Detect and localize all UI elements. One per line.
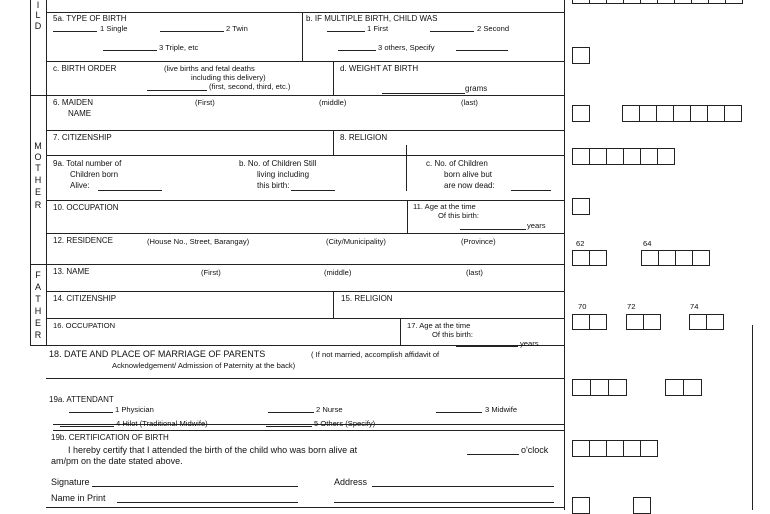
code-box[interactable]: [707, 105, 725, 122]
multiple-birth-label: b. IF MULTIPLE BIRTH, CHILD WAS: [306, 14, 438, 23]
code-box[interactable]: [572, 105, 590, 122]
blank-line[interactable]: [266, 426, 312, 427]
attendant-physician-option: 1 Physician: [115, 405, 154, 414]
row-line: [46, 291, 564, 292]
blank-line[interactable]: [268, 412, 314, 413]
signature-label: Signature: [51, 477, 90, 487]
code-box[interactable]: [673, 105, 691, 122]
father-age-label: Of this birth:: [432, 330, 473, 339]
blank-line[interactable]: [53, 31, 97, 32]
certification-text: I hereby certify that I attended the birth of the child who was born alive at: [68, 445, 358, 455]
birth-order-label: c. BIRTH ORDER: [53, 64, 117, 73]
blank-line[interactable]: [291, 190, 335, 191]
side-letter: E: [34, 187, 41, 197]
code-box[interactable]: [606, 440, 624, 457]
blank-line[interactable]: [60, 426, 114, 427]
attendant-hilot-option: 4 Hilot (Traditional Midwife): [116, 419, 208, 428]
code-box[interactable]: [623, 0, 641, 4]
side-letter: R: [34, 330, 42, 340]
code-box[interactable]: [589, 0, 607, 4]
code-box[interactable]: [572, 0, 590, 4]
code-box[interactable]: [640, 0, 658, 4]
code-box[interactable]: [639, 105, 657, 122]
code-box[interactable]: [572, 148, 590, 165]
attendant-label: 19a. ATTENDANT: [49, 395, 114, 404]
cell-divider: [302, 12, 303, 61]
coding-border: [752, 325, 753, 510]
father-middle-hint: (middle): [324, 268, 352, 277]
multiple-first-option: 1 First: [367, 24, 389, 33]
side-letter: R: [34, 200, 42, 210]
children-living-label: living including: [257, 170, 310, 179]
code-box[interactable]: [633, 497, 651, 514]
frame-right: [564, 0, 565, 510]
birth-order-note: (first, second, third, etc.): [209, 82, 291, 91]
mother-citizenship-label: 7. CITIZENSHIP: [53, 133, 112, 142]
code-box[interactable]: [657, 148, 675, 165]
side-letter: E: [34, 318, 41, 328]
row-line: [46, 507, 564, 508]
code-box[interactable]: [572, 47, 590, 64]
mother-age-label: Of this birth:: [438, 211, 479, 220]
code-box[interactable]: [674, 0, 692, 4]
residence-province-hint: (Province): [461, 237, 496, 246]
code-box[interactable]: [643, 314, 661, 330]
blank-line[interactable]: [456, 50, 508, 51]
code-number: 64: [643, 239, 652, 248]
code-box[interactable]: [589, 148, 607, 165]
marriage-note: ( If not married, accomplish affidavit of: [311, 350, 440, 359]
blank-line[interactable]: [160, 31, 224, 32]
side-letter: H: [34, 175, 42, 185]
blank-line[interactable]: [338, 50, 376, 51]
code-box[interactable]: [656, 105, 674, 122]
code-box[interactable]: [675, 250, 693, 266]
row-line: [46, 378, 564, 379]
row-line: [46, 200, 564, 201]
code-box[interactable]: [657, 0, 675, 4]
code-box[interactable]: [640, 148, 658, 165]
cell-divider: [333, 130, 334, 155]
code-box[interactable]: [665, 379, 684, 396]
mother-last-hint: (last): [461, 98, 478, 107]
side-letter: H: [34, 306, 42, 316]
blank-line[interactable]: [456, 346, 518, 347]
blank-line[interactable]: [327, 31, 365, 32]
code-box[interactable]: [725, 0, 743, 4]
signature-line[interactable]: [92, 486, 298, 487]
mother-maiden-label: 6. MAIDEN: [53, 98, 94, 107]
side-letter: O: [34, 152, 42, 162]
row-line: [46, 233, 564, 234]
blank-line[interactable]: [467, 454, 519, 455]
row-line: [46, 61, 564, 62]
father-citizenship-label: 14. CITIZENSHIP: [53, 294, 117, 303]
children-living-label: this birth:: [257, 181, 290, 190]
blank-line[interactable]: [69, 412, 113, 413]
code-box[interactable]: [689, 314, 707, 330]
code-box[interactable]: [572, 379, 591, 396]
code-box[interactable]: [683, 379, 702, 396]
children-born-alive-label: Children born: [70, 170, 119, 179]
mother-first-hint: (First): [195, 98, 215, 107]
code-box[interactable]: [640, 440, 658, 457]
father-last-hint: (last): [466, 268, 483, 277]
row-line: [53, 430, 564, 431]
children-living-label: b. No. of Children Still: [239, 159, 317, 168]
mother-name-label: NAME: [68, 109, 92, 118]
attendant-midwife-option: 3 Midwife: [485, 405, 518, 414]
address-label: Address: [334, 477, 368, 487]
side-letter: M: [34, 141, 42, 151]
blank-line[interactable]: [103, 50, 157, 51]
birth-order-note: (live births and fetal deaths: [164, 64, 255, 73]
multiple-second-option: 2 Second: [477, 24, 510, 33]
code-number: 70: [578, 302, 587, 311]
code-box[interactable]: [572, 440, 590, 457]
code-box[interactable]: [706, 314, 724, 330]
blank-line[interactable]: [382, 93, 465, 94]
certification-oclock: o'clock: [521, 445, 549, 455]
weight-label: d. WEIGHT AT BIRTH: [340, 64, 419, 73]
code-number: 72: [627, 302, 636, 311]
blank-line[interactable]: [511, 190, 551, 191]
cell-divider: [400, 318, 401, 345]
father-religion-label: 15. RELIGION: [341, 294, 393, 303]
row-line: [46, 155, 564, 156]
children-born-alive-label: 9a. Total number of: [53, 159, 122, 168]
frame-side-divider: [46, 0, 47, 345]
weight-unit: grams: [465, 84, 488, 93]
row-line: [46, 318, 564, 319]
certification-text: am/pm on the date stated above.: [51, 456, 183, 466]
blank-line[interactable]: [436, 412, 482, 413]
children-dead-label: c. No. of Children: [426, 159, 488, 168]
cell-divider: [407, 200, 408, 233]
side-letter: D: [34, 21, 42, 31]
code-box[interactable]: [724, 105, 742, 122]
address-line-2[interactable]: [334, 502, 554, 503]
mother-occupation-label: 10. OCCUPATION: [53, 203, 119, 212]
father-name-label: 13. NAME: [53, 267, 90, 276]
code-box[interactable]: [589, 314, 607, 330]
multiple-others-option: 3 others, Specify: [378, 43, 435, 52]
code-box[interactable]: [622, 105, 640, 122]
attendant-nurse-option: 2 Nurse: [316, 405, 343, 414]
address-line[interactable]: [372, 486, 554, 487]
code-box[interactable]: [608, 379, 627, 396]
side-letter: A: [34, 282, 41, 292]
cell-divider: [333, 61, 334, 95]
side-letter: T: [35, 294, 41, 304]
name-in-print-line[interactable]: [117, 502, 298, 503]
code-box[interactable]: [692, 250, 710, 266]
residence-label: 12. RESIDENCE: [53, 236, 114, 245]
code-box[interactable]: [572, 314, 590, 330]
code-box[interactable]: [589, 250, 607, 266]
row-line: [30, 264, 564, 265]
mother-age-label: 11. Age at the time: [413, 202, 476, 211]
row-line: [30, 95, 564, 96]
code-box[interactable]: [708, 0, 726, 4]
cell-divider: [333, 291, 334, 318]
side-letter: I: [36, 0, 40, 10]
code-box[interactable]: [626, 314, 644, 330]
residence-house-hint: (House No., Street, Barangay): [147, 237, 250, 246]
father-age-label: 17. Age at the time: [407, 321, 471, 330]
blank-line[interactable]: [98, 190, 162, 191]
mother-years-unit: years: [527, 221, 546, 230]
birth-single-option: 1 Single: [100, 24, 128, 33]
blank-line[interactable]: [147, 90, 207, 91]
code-box[interactable]: [623, 440, 641, 457]
name-in-print-label: Name in Print: [51, 493, 106, 503]
code-box[interactable]: [641, 250, 659, 266]
code-box[interactable]: [690, 105, 708, 122]
children-dead-label: born alive but: [444, 170, 493, 179]
code-box[interactable]: [572, 198, 590, 215]
mother-religion-label: 8. RELIGION: [340, 133, 388, 142]
birth-twin-option: 2 Twin: [226, 24, 248, 33]
certification-label: 19b. CERTIFICATION OF BIRTH: [51, 433, 169, 442]
code-number: 62: [576, 239, 585, 248]
code-box[interactable]: [589, 440, 607, 457]
code-number: 74: [690, 302, 699, 311]
residence-city-hint: (City/Municipality): [326, 237, 386, 246]
type-of-birth-label: 5a. TYPE OF BIRTH: [53, 14, 127, 23]
cell-divider: [406, 145, 407, 191]
children-dead-label: are now dead:: [444, 181, 495, 190]
side-letter: L: [35, 10, 41, 20]
side-letter: T: [35, 163, 41, 173]
birth-triple-option: 3 Triple, etc: [159, 43, 199, 52]
code-box[interactable]: [572, 250, 590, 266]
blank-line[interactable]: [460, 229, 526, 230]
code-box[interactable]: [572, 497, 590, 514]
father-occupation-label: 16. OCCUPATION: [53, 321, 116, 330]
code-box[interactable]: [590, 379, 609, 396]
marriage-note: Acknowledgement/ Admission of Paternity at the back): [112, 361, 296, 370]
code-box[interactable]: [606, 0, 624, 4]
row-line: [46, 130, 564, 131]
code-box[interactable]: [606, 148, 624, 165]
side-letter: F: [35, 270, 41, 280]
code-box[interactable]: [691, 0, 709, 4]
code-box[interactable]: [623, 148, 641, 165]
blank-line[interactable]: [430, 31, 474, 32]
attendant-others-option: 5 Others (Specify): [314, 419, 376, 428]
father-years-unit: years: [520, 339, 539, 348]
code-box[interactable]: [658, 250, 676, 266]
row-line: [46, 12, 564, 13]
birth-order-note: including this delivery): [191, 73, 266, 82]
marriage-label: 18. DATE AND PLACE OF MARRIAGE OF PARENTS: [49, 349, 266, 359]
children-born-alive-label: Alive:: [70, 181, 90, 190]
mother-middle-hint: (middle): [319, 98, 347, 107]
father-first-hint: (First): [201, 268, 221, 277]
